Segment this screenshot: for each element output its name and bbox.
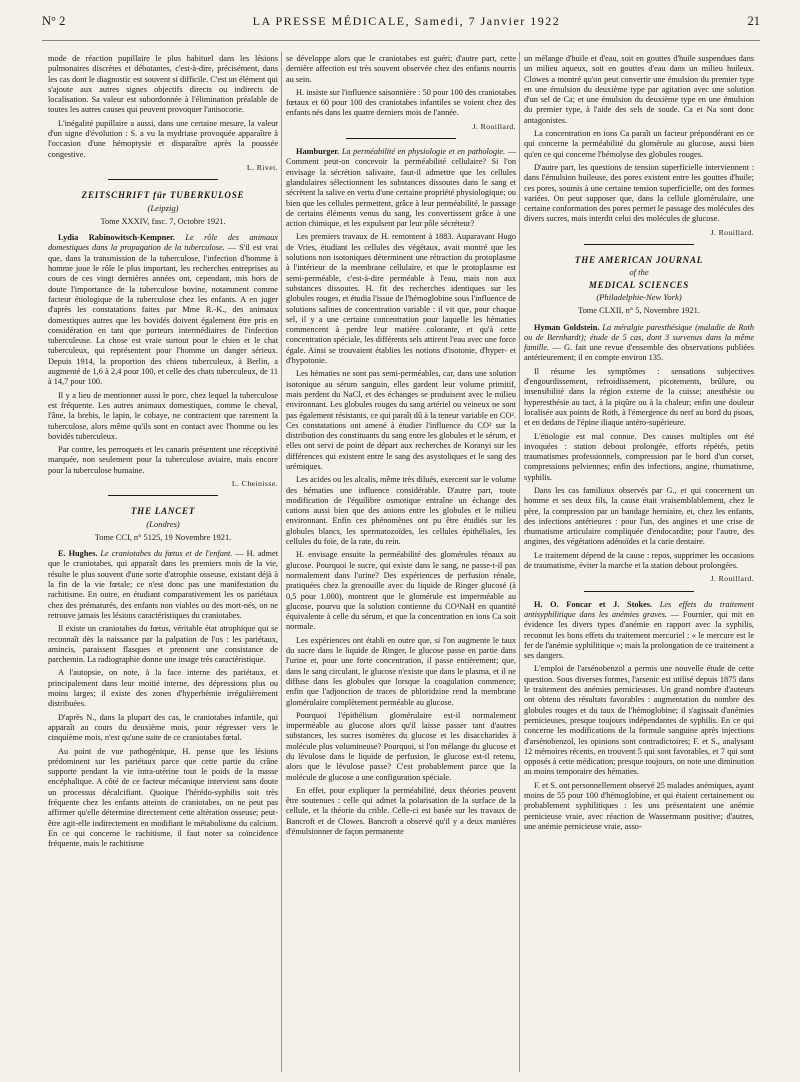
- journal-city: (Leipzig): [147, 202, 179, 213]
- article-text: — S'il est vrai que, dans la transmission de la tuberculose, l'infection d'homme à homme joue le rôle le plus important, les recherches entreprises au cours de ces vingt dernières années ont, cependant, mis hors de doute l'importance de la tuberculose bovine, notamment comme facteur étiologique de la tuberculose chez les enfants. A en juger d'après les constatations faites par Mme R.-K., des animaux domestiques autres que les bovidés doivent également être pris en considération en tant que porteurs intermédiaires de l'infection tuberculeuse. La chose est vraie surtout pour le chien et le chat tuberculeux, qui représentent pour l'homme un danger sérieux. Depuis 1914, la proportion des chiens tuberculeux, à Berlin, a augmenté de 1,6 à 2,4 pour 100, et celle des chats tuberculeux, de 11 à 14,7 pour 100.: [48, 243, 278, 387]
- paragraph: se développe alors que le craniotabes est guéri; d'autre part, cette dernière affection est très souvent observée chez des enfants nourris au sein.: [286, 54, 516, 84]
- issue-number: N° 2: [42, 14, 66, 28]
- paragraph: Pourquoi l'épithélium glomérulaire est-il normalement imperméable au glucose alors qu'il laisse passer tant d'autres substances, les sucres isomères du glucose et les disaccharides à molécule plus volumineuse? Pourquoi, si l'on mélange du glucose et du lévulose dans le liquide de perfusion, le glucose est-il retenu, alors que le lévulose passe? C'est probablement parce que la molécule de glucose a une configuration spéciale.: [286, 710, 516, 782]
- article-text: — H. admet que le craniotabes, qui apparaît dans les premiers mois de la vie, résulte le plus souvent d'une sorte d'atrophie osseuse, existant déjà à la fin de la vie fœtale; ce n'est donc pas une manifestation du rachitisme. En outre, en étudiant comparativement les os pariétaux chez des prématurés, des enfants non viables ou des mort-nés, on ne retrouve jamais les lésions caractéristiques du craniotabes.: [48, 549, 278, 620]
- paragraph: L'emploi de l'arsénobenzol a permis une nouvelle étude de cette question. Sous diverses formes, l'arsenic est utilisé depuis 1875 dans le traitement des anémies pernicieuses. Un grand nombre d'auteurs ont obtenu des résultats favorables : augmentation du nombre des globules rouges et du taux de l'hémoglobine; il s'agissait d'anémies pernicieuses, presque toujours indépendantes de syphilis. En ce qui concerne les modifications de la formule sanguine après injections d'arsénobenzol, les opinions sont contradictoires; F. et S., analysant 12 mémoires récents, en trouvent 5 qui sont favorables, et 7 qui sont opposés à cette médication; presque toujours, on note une diminution au moins temporaire des hématies.: [524, 664, 754, 777]
- section-rule: [108, 495, 218, 496]
- paragraph: Il y a lieu de mentionner aussi le porc, chez lequel la tuberculose est fréquente. Les autres animaux domestiques, comme le cheval, l'âne, la brebis, le lapin, le cobaye, ne contractent que rarement la tuberculose, alors même qu'ils sont en contact avec l'homme ou les bovidés tuberculeux.: [48, 390, 278, 441]
- column-divider: [519, 52, 520, 1072]
- paragraph: H. insiste sur l'influence saisonnière : 50 pour 100 des craniotabes fœtaux et 60 pour 100 des craniotabes infantiles se voient chez des enfants nés dans les quatre derniers mois de l'année.: [286, 87, 516, 118]
- paragraph: Au point de vue pathogénique, H. pense que les lésions prédominent sur les pariétaux parce que cette partie du crâne supporte pendant la vie intra-utérine tout le poids de la masse encéphalique. A côté de ce facteur mécanique intervient sans doute un processus décalcifiant. Quoique l'hérédo-syphilis soit très fréquente chez les enfants atteints de craniotabes, on ne peut pas affirmer qu'elle détermine directement cette altération osseuse; peut-être agit-elle indirectement en modifiant le métabolisme du calcium. En ce qui concerne le rachitisme, il faut noter sa coïncidence fréquente, mais le rachitisme: [48, 746, 278, 849]
- paragraph: L'inégalité pupillaire a aussi, dans une certaine mesure, la valeur d'un signe d'évolution : S. a vu la mydriase provoquée apparaître à l'occasion d'une hémoptysie et disparaître après la poussée congestive.: [48, 118, 278, 159]
- paragraph: Les premiers travaux de H. remontent à 1883. Auparavant Hugo de Vries, étudiant les cellules des végétaux, avait montré que les solutions non isotoniques déterminent une rétraction du protoplasme à l'intérieur de la membrane cellulaire, et que le protoplasme est semi-perméable, c'est-à-dire perméable à l'eau, mais non aux substances dissoutes. H. fit des recherches identiques sur les globules rouges, et étudia l'issue de l'hémoglobine sous l'influence de solutions salines de concentration variable : il vit que, pour chaque sel, il y a une certaine concentration pour laquelle les hématies commencent à perdre leur matière colorante, et qu'à cette concentration spéciale, les différents sels attirent l'eau avec une force égale. Ainsi se trouvaient établies les notions d'isotonie, d'hyper- et d'hypotonie.: [286, 232, 516, 366]
- journal-city: (Philadelphie-New York): [596, 291, 682, 302]
- article-paragraph: [48, 233, 278, 387]
- journal-issue: Tome CCI, n° 5125, 19 Novembre 1921.: [94, 532, 232, 542]
- article-title: Le rôle des animaux domestiques dans la propagation de la tuberculose.: [48, 233, 278, 253]
- journal-title: THE AMERICAN JOURNAL: [574, 255, 704, 266]
- paragraph: Il résume les symptômes : sensations subjectives d'engourdissement, refroidissement, picotements, brûlure, ou insensibilité dans la région externe de la cuisse; anesthésie ou hyperesthésie au tact, à la piqûre ou à la chaleur; enfin une douleur localisée aux points de Roth, à l'émergence du nerf au bord du psoas, et en dedans de l'épine iliaque antéro-supérieure.: [524, 366, 754, 428]
- page-number: 21: [747, 14, 760, 28]
- masthead: LA PRESSE MÉDICALE, Samedi, 7 Janvier 1922: [252, 14, 561, 28]
- article-author: Hyman Goldstein.: [534, 322, 600, 332]
- paragraph: L'étiologie est mal connue. Des causes multiples ont été invoquées : station debout prolongée, efforts répétés, petits traumatismes professionnels, compression par le bord d'un corset, compressions pelviennes; enfin des infections, angine, rhumatisme, syphilis.: [524, 431, 754, 482]
- paragraph: H. envisage ensuite la perméabilité des glomérules rénaux au glucose. Pourquoi le sucre, qui existe dans le sang, ne passe-t-il pas normalement dans l'urine? Des expériences de perfusion rénale, pratiquées chez la grenouille avec du liquide de Ringer glucosé (à 0,5 pour 1.000), montrent que le glomérule est imperméable au glucose, pourvu que la solution contienne du CO³NaH en quantité équivalente à celle du sérum, et que la concentration en ions Ca soit normale.: [286, 550, 516, 632]
- paragraph: mode de réaction pupillaire le plus habituel dans les lésions pulmonaires discrètes et débutantes, c'est-à-dire, précisément, dans les cas dont le diagnostic est souvent si difficile. C'est un élément qui s'ajoute aux autres signes objectifs directs ou indirects de localisation. Sa valeur est subordonnée à l'élimination préalable de toutes les autres causes qui peuvent provoquer l'anisocorie.: [48, 54, 278, 115]
- paragraph: La concentration en ions Ca paraît un facteur prépondérant en ce qui concerne la perméabilité du glomérule au glucose, aussi bien qu'en ce qui concerne l'hémolyse des globules rouges.: [524, 129, 754, 159]
- paragraph: F. et S. ont personnellement observé 25 malades anémiques, ayant moins de 55 pour 100 d'hémoglobine, et qui étaient certainement ou probablement syphilitiques : les uns présentaient une anémie pernicieuse vraie, avec réaction de Wassermann positive; d'autres, une anémie pernicieuse vraie, asso-: [524, 780, 754, 831]
- article-author: H. O. Foncar et J. Stokes.: [534, 599, 653, 609]
- column-1: [48, 54, 278, 852]
- journal-issue: Tome XXXIV, fasc. 7, Octobre 1921.: [100, 216, 226, 226]
- article-title: La perméabilité en physiologie et en pathologie.: [341, 147, 506, 157]
- section-rule: [584, 244, 694, 245]
- journal-title: THE LANCET: [130, 506, 196, 517]
- paragraph: En effet, pour expliquer la perméabilité, deux théories peuvent être soutenues : celle qui admet la polarisation de la surface de la cellule, et la théorie du crible. Celle-ci est basée sur les travaux de Bancroft et de Clowes. Bancroft a observé qu'il y a deux manières d'émulsionner de façon permanente: [286, 785, 516, 837]
- journal-city: (Londres): [146, 518, 180, 529]
- article-paragraph: [524, 323, 754, 364]
- column-3: [524, 54, 754, 835]
- author-signature: L. Rivet.: [246, 162, 278, 172]
- paragraph: Par contre, les perroquets et les canaris présentent une réceptivité marquée, non seulement pour la tuberculose aviaire, mais encore pour la tuberculose humaine.: [48, 445, 278, 475]
- article-paragraph: [524, 600, 754, 662]
- journal-title-connector: of the: [629, 267, 649, 278]
- article-author: Lydia Rabinowitsch-Kempner.: [58, 233, 175, 243]
- column-divider: [281, 52, 282, 1072]
- author-signature: J. Rouillard.: [710, 227, 754, 237]
- article-text: — Fournier, qui mit en évidence les divers types d'anémie en rapport avec la syphilis, reconnut les bons effets du traitement mercuriel : « le mercure est le fer de l'anémie syphilitique »; mais la prolongation de ce traitement a ses dangers.: [524, 609, 754, 661]
- author-signature: J. Rouillard.: [472, 121, 516, 131]
- page-header: [42, 14, 760, 41]
- paragraph: Dans les cas familiaux observés par G., et qui concernent un homme et ses deux fils, la cause était vraisemblablement, chez le père, la compression par un bandage herniaire, et, chez les enfants, des infections antérieures : pour l'un, des angines et une crise de rhumatisme articulaire compliquée d'endocardite; pour l'autre, des angines, des végétations adénoïdes et la carie dentaire.: [524, 485, 754, 547]
- section-rule: [108, 179, 218, 180]
- article-title: La méralgie paresthésique (maladie de Roth ou de Bernhardt); étude de 5 cas, dont 3 survenus dans la même famille.: [524, 322, 755, 353]
- column-2: [286, 54, 516, 840]
- article-title: Les effets du traitement antisyphilitique dans les anémies graves.: [524, 599, 755, 619]
- paragraph: D'autre part, les questions de tension superficielle interviennent : dans l'émulsion huileuse, des pores existent entre les gouttes d'huile; ces pores, soumis à une certaine tension superficielle, ont des formes variées. On peut supposer que, dans la cellule glomérulaire, une certaine conformation des pores permet le passage des molécules des divers sucres, mais interdit celui des molécules de glucose.: [524, 162, 754, 224]
- article-paragraph: [286, 147, 516, 229]
- author-signature: J. Rouillard.: [710, 574, 754, 584]
- author-signature: L. Cheinisse.: [231, 478, 278, 488]
- article-author: E. Hughes.: [58, 549, 98, 559]
- paragraph: Les expériences ont établi en outre que, si l'on augmente le taux du sucre dans le liquide de Ringer, le glucose passe en partie dans l'urine et, pour une forte concentration, il passe entièrement; que, dans le sang circulant, le glucose n'existe que dans le plasma, et il ne diffuse dans les globules que lorsque la coagulation commence; enfin que l'adjonction de traces de phloridzine rend la membrane glomérulaire complètement perméable au glucose.: [286, 635, 516, 707]
- journal-title: MEDICAL SCIENCES: [588, 279, 690, 290]
- journal-issue: Tome CLXII, n° 5, Novembre 1921.: [578, 306, 700, 316]
- paragraph: D'après N., dans la plupart des cas, le craniotabes infantile, qui apparaît au cours du deuxième mois, pour régresser vers le cinquième mois, n'est qu'une suite de ce craniotabes fœtal.: [48, 712, 278, 743]
- paragraph: Les hématies ne sont pas semi-perméables, car, dans une solution isotonique au sérum sanguin, elles gardent leur volume primitif, mais perdent du NaCl, et des échanges se produisent avec le milieu environnant. Les globules rouges du sang artériel ou veineux ne sont pas également résistants, ce qui paraît dû à la teneur variable en CO². Ces constatations ont amené à étudier l'influence du CO² sur la distribution des constituants du sang entre les globules et le sérum, et elles ont servi de point de départ aux recherches de Koranyi sur les différences qui existent entre le sang des asystoliques et le sang des urémiques.: [286, 369, 516, 471]
- journal-title: ZEITSCHRIFT für TUBERKULOSE: [81, 190, 245, 201]
- paragraph: Le traitement dépend de la cause : repos, supprimer les occasions de traumatisme, éviter la marche et la station debout prolongées.: [524, 550, 754, 571]
- section-rule: [584, 591, 694, 592]
- article-text: — Comment peut-on concevoir la perméabilité cellulaire? Si l'on envisage la sécrétion salivaire, faut-il admettre que les cellules glandulaires sélectionnent les substances dissoutes dans le sang et sécrètent la salive en vertu d'une certaine propriété physiologique; ou bien que les cellules permettent, grâce à leur perméabilité, le passage de certains éléments venus du sang, les convertissent grâce à une action chimique, et les expulsent par leur pôle sécréteur?: [286, 147, 517, 229]
- paragraph: A l'autopsie, on note, à la face interne des pariétaux, et principalement dans leur moitié interne, des dépressions plus ou moins larges; il existe des zones d'hyperhémie irrégulièrement distribuées.: [48, 668, 278, 709]
- article-paragraph: [48, 549, 278, 621]
- paragraph: Les acides ou les alcalis, même très dilués, exercent sur le volume des hématies une influence considérable. D'autre part, toute modification de l'équilibre osmotique entraîne un échange des cations aussi bien que des anions entre les globules et le milieu environnant. Enfin ces phénomènes ont pu être étudiés sur les globules blancs, les spermatozoïdes, les cellules épithéliales, les cellules du foie, de la rate, du rein.: [286, 475, 516, 547]
- paragraph: Il existe un craniotabes du fœtus, véritable état atrophique qui se reconnaît dès la naissance par la palpation de l'os : les pariétaux, amincis, paraissent flasques et prennent une consistance de parchemin. La radiographie donne une image très caractéristique.: [48, 624, 278, 665]
- section-rule: [346, 138, 456, 139]
- paragraph: un mélange d'huile et d'eau, soit en gouttes d'huile suspendues dans un milieu aqueux, soit en gouttes d'eau dans un milieu huileux. Clowes a montré qu'on peut convertir une émulsion du premier type en une émulsion du deuxième type par agitation avec une solution d'un sel de Ca; et une émulsion du deuxième type en une émulsion du premier type, à l'aide des sels de soude. Ca et Na sont donc antagonistes.: [524, 54, 754, 125]
- article-text: — G. fait une revue d'ensemble des observations publiées antérieurement; il en compte environ 135.: [524, 343, 755, 363]
- article-title: Le craniotabes du fœtus et de l'enfant.: [100, 549, 233, 559]
- article-author: Hamburger.: [296, 147, 340, 157]
